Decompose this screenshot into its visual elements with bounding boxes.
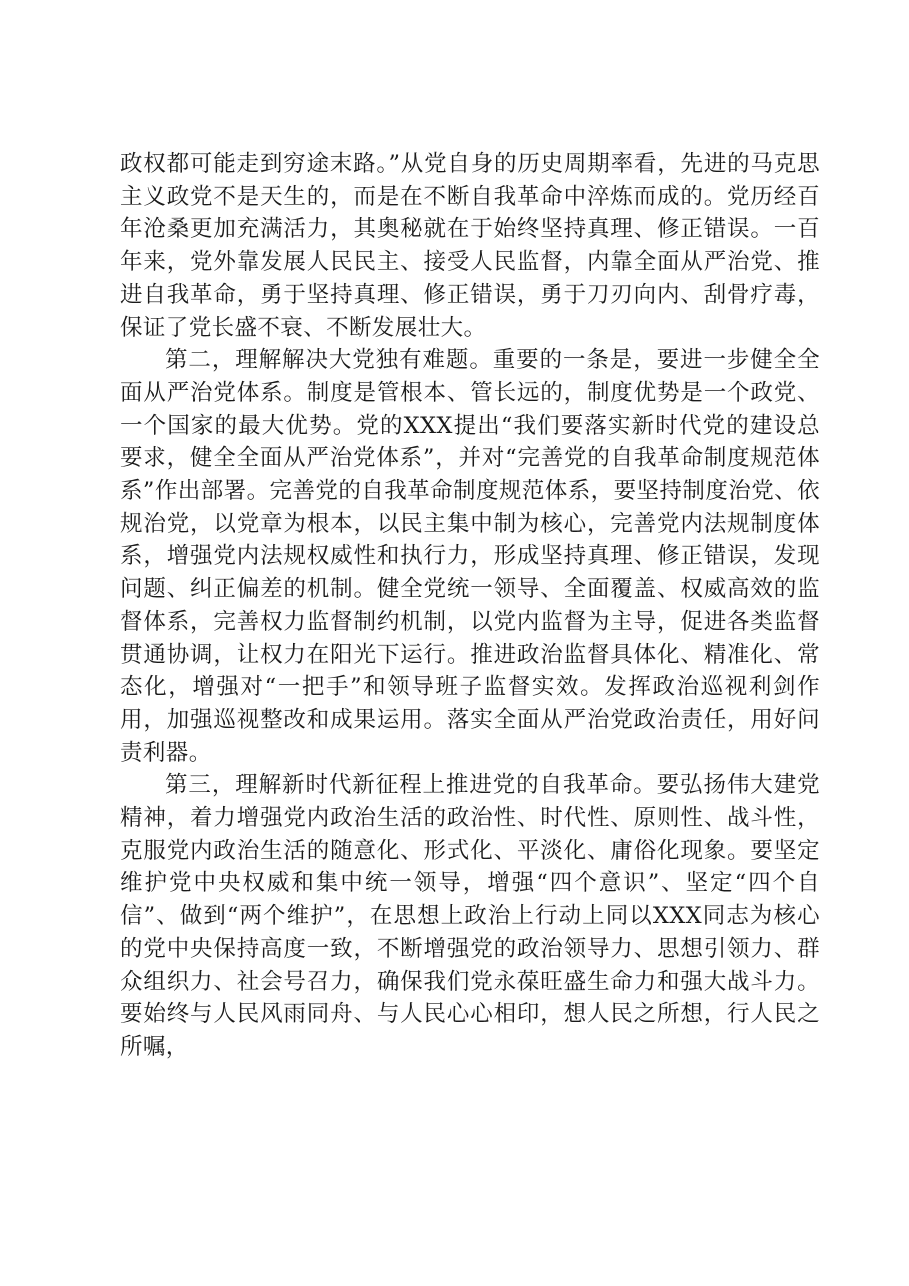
paragraph-continuation: 政权都可能走到穷途末路。”从党自身的历史周期率看，先进的马克思主义政党不是天生的，而是在不断自我革命中淬炼而成的。党历经百年沧桑更加充满活力，其奥秘就在于始终坚持真理、修正错误。一百年来，党外靠发展人民民主、接受人民监督，内靠全面从严治党、推进自我革命，勇于坚持真理、修正错误，勇于刀刃向内、刮骨疗毒，保证了党长盛不衰、不断发展壮大。 xyxy=(120,151,820,341)
document-body xyxy=(120,148,820,1064)
paragraph-third: 第三，理解新时代新征程上推进党的自我革命。要弘扬伟大建党精神，着力增强党内政治生活的政治性、时代性、原则性、战斗性，克服党内政治生活的随意化、形式化、平淡化、庸俗化现象。要坚定维护党中央权威和集中统一领导，增强“四个意识”、坚定“四个自信”、做到“两个维护”，在思想上政治上行动上同以XXX同志为核心的党中央保持高度一致，不断增强党的政治领导力、思想引领力、群众组织力、社会号召力，确保我们党永葆旺盛生命力和强大战斗力。要始终与人民风雨同舟、与人民心心相印，想人民之所想，行人民之所嘱， xyxy=(120,772,820,1060)
paragraph-second: 第二，理解解决大党独有难题。重要的一条是，要进一步健全全面从严治党体系。制度是管根本、管长远的，制度优势是一个政党、一个国家的最大优势。党的XXX提出“我们要落实新时代党的建设总要求，健全全面从严治党体系”，并对“完善党的自我革命制度规范体系”作出部署。完善党的自我革命制度规范体系，要坚持制度治党、依规治党，以党章为根本，以民主集中制为核心，完善党内法规制度体系，增强党内法规权威性和执行力，形成坚持真理、修正错误，发现问题、纠正偏差的机制。健全党统一领导、全面覆盖、权威高效的监督体系，完善权力监督制约机制，以党内监督为主导，促进各类监督贯通协调，让权力在阳光下运行。推进政治监督具体化、精准化、常态化，增强对“一把手”和领导班子监督实效。发挥政治巡视利剑作用，加强巡视整改和成果运用。落实全面从严治党政治责任，用好问责利器。 xyxy=(120,347,820,766)
